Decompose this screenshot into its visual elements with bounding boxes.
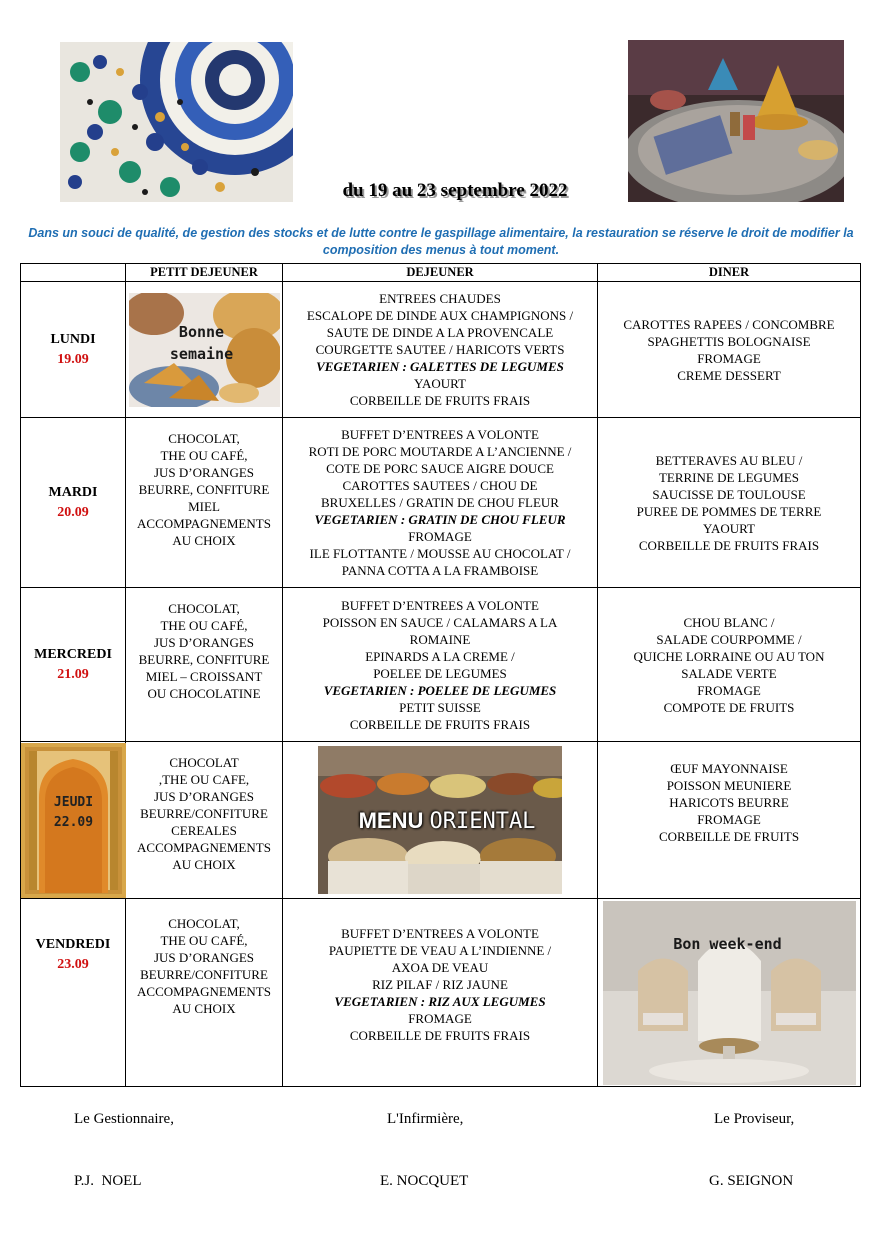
breakfast-cell-mardi [126,418,283,588]
breakfast-cell-jeudi [126,742,283,899]
day-cell-mardi [21,418,126,588]
day-date: 23.09 [57,957,89,972]
breakfast-item: THE OU CAFÉ, [160,448,248,463]
day-date: 19.09 [57,351,89,367]
dinner-item: COMPOTE DE FRUITS [663,699,795,715]
dinner-item: BETTERAVES AU BLEU / [655,452,803,468]
dinner-item: TERRINE DE LEGUMES [658,469,800,485]
day-name: LUNDI [50,331,96,347]
day-name: JEUDI [53,794,94,810]
dinner-cell-mardi [598,418,861,588]
breakfast-item: JUS D’ORANGES [153,789,255,804]
lunch-item: ENTREES CHAUDES [379,291,501,306]
quality-notice: Dans un souci de qualité, de gestion des stocks et de lutte contre le gaspillage alimentaire, la restauration se réserve le droit de modifier la composition des menus à tout moment. [28,226,854,257]
breakfast-item: ACCOMPAGNEMENTS [137,984,271,999]
vegetarian-option: VEGETARIEN : GALETTES DE LEGUMES [316,359,564,374]
lunch-item: COURGETTE SAUTEE / HARICOTS VERTS [315,342,565,357]
vegetarian-option: VEGETARIEN : RIZ AUX LEGUMES [334,994,546,1009]
dinner-item: SALADE COURPOMME / [656,631,802,647]
dinner-item: CORBEILLE DE FRUITS [658,829,800,844]
breakfast-item: MIEL – CROISSANT [145,669,263,684]
breakfast-cell-mercredi [126,588,283,742]
breakfast-item: AU CHOIX [172,1001,236,1016]
moroccan-hall-photo [603,901,856,1085]
day-cell-mercredi [21,588,126,742]
menu-period-title: du 19 au 23 septembre 2022 [342,180,568,201]
day-name: MERCREDI [34,646,112,662]
breakfast-item: BEURRE, CONFITURE [138,482,270,497]
lunch-item: FROMAGE [408,1011,472,1026]
row-mardi [21,418,861,588]
vegetarian-option: VEGETARIEN : POELEE DE LEGUMES [323,682,557,698]
table-header-row [21,264,861,282]
lunch-item: BUFFET D’ENTREES A VOLONTE [341,427,539,442]
day-cell-vendredi [21,899,126,1087]
lunch-item: SAUTE DE DINDE A LA PROVENCALE [326,325,554,340]
spice-market-photo [318,746,562,894]
day-cell-lundi [21,282,126,418]
lunch-cell-lundi [283,282,598,418]
dinner-item: SPAGHETTIS BOLOGNAISE [647,333,811,349]
dinner-item: YAOURT [703,520,755,536]
lunch-item: BUFFET D’ENTREES A VOLONTE [341,926,539,941]
day-date: 21.09 [57,666,89,682]
lunch-item: POELEE DE LEGUMES [373,665,507,681]
breakfast-cell-vendredi [126,899,283,1087]
dinner-item: CHOU BLANC / [683,614,775,630]
bonne-semaine-label: Bonne semaine [169,322,234,363]
bon-week-end-label: Bon week-end [673,934,782,953]
dinner-item: ŒUF MAYONNAISE [670,761,788,776]
breakfast-item: ACCOMPAGNEMENTS [137,840,271,855]
header-petit-dejeuner: PETIT DEJEUNER [126,264,283,282]
breakfast-item: ,THE OU CAFE, [158,772,250,787]
lunch-cell-mardi [283,418,598,588]
dinner-item: SALADE VERTE [681,665,777,681]
moroccan-arch-frame [21,743,126,898]
signature-name-infirmiere: E. NOCQUET [380,1173,469,1189]
lunch-item: ROMAINE [409,631,471,647]
breakfast-cell-lundi [126,282,283,418]
header-day [21,264,126,282]
pastries-photo [129,293,280,407]
lunch-item: ROTI DE PORC MOUTARDE A L’ANCIENNE / [308,444,572,459]
mosaic-tile-photo [60,42,293,202]
lunch-item: CORBEILLE DE FRUITS FRAIS [349,1028,531,1043]
lunch-item: COTE DE PORC SAUCE AIGRE DOUCE [326,461,554,476]
breakfast-item: JUS D’ORANGES [153,635,255,650]
breakfast-item: BEURRE/CONFITURE [140,806,268,821]
lunch-item: RIZ PILAF / RIZ JAUNE [372,977,508,992]
lunch-item: FROMAGE [408,529,472,544]
lunch-item: CORBEILLE DE FRUITS FRAIS [349,716,531,732]
breakfast-item: CHOCOLAT, [168,431,240,446]
dinner-item: QUICHE LORRAINE OU AU TON [633,648,825,664]
signature-role-infirmiere: L'Infirmière, [387,1111,464,1127]
breakfast-item: CHOCOLAT, [168,601,240,616]
lunch-item: CAROTTES SAUTEES / CHOU DE [342,478,538,493]
breakfast-item: CHOCOLAT, [168,916,240,931]
oriental-word: ORIENTAL [429,809,536,834]
row-mercredi [21,588,861,742]
breakfast-item: CHOCOLAT [169,755,239,770]
dinner-item: CREME DESSERT [677,367,781,383]
day-date: 20.09 [57,504,89,520]
lunch-cell-mercredi [283,588,598,742]
lunch-item: PANNA COTTA A LA FRAMBOISE [341,563,539,578]
dinner-item: SAUCISSE DE TOULOUSE [652,486,806,502]
dinner-cell-mercredi [598,588,861,742]
moroccan-tea-table-photo [628,40,844,202]
lunch-item: YAOURT [414,376,466,391]
dinner-item: FROMAGE [697,812,761,827]
signature-role-proviseur: Le Proviseur, [714,1111,795,1127]
row-lundi [21,282,861,418]
signature-name-proviseur: G. SEIGNON [709,1173,794,1189]
breakfast-item: ACCOMPAGNEMENTS [137,516,271,531]
dinner-item: HARICOTS BEURRE [669,795,789,810]
breakfast-item: AU CHOIX [172,857,236,872]
dinner-item: FROMAGE [697,350,761,366]
menu-oriental-banner [332,808,562,835]
breakfast-item: CEREALES [171,823,237,838]
header-dejeuner: DEJEUNER [283,264,598,282]
dinner-item: PUREE DE POMMES DE TERRE [636,503,822,519]
breakfast-item: JUS D’ORANGES [153,465,255,480]
day-name: MARDI [48,484,98,500]
dinner-cell-lundi [598,282,861,418]
breakfast-item: OU CHOCOLATINE [147,686,261,701]
day-name: VENDREDI [35,937,111,952]
breakfast-item: THE OU CAFÉ, [160,933,248,948]
vegetarian-option: VEGETARIEN : GRATIN DE CHOU FLEUR [314,512,566,527]
row-jeudi [21,742,861,899]
lunch-item: POISSON EN SAUCE / CALAMARS A LA [322,614,558,630]
lunch-item: ILE FLOTTANTE / MOUSSE AU CHOCOLAT / [309,546,571,561]
lunch-item: EPINARDS A LA CREME / [365,648,515,664]
lunch-item: BUFFET D’ENTREES A VOLONTE [341,597,539,613]
breakfast-item: JUS D’ORANGES [153,950,255,965]
lunch-item: BRUXELLES / GRATIN DE CHOU FLEUR [321,495,559,510]
dinner-cell-vendredi [598,899,861,1087]
dinner-item: CORBEILLE DE FRUITS FRAIS [638,537,820,553]
dinner-item: FROMAGE [697,682,761,698]
lunch-item: AXOA DE VEAU [391,960,489,975]
breakfast-item: AU CHOIX [172,533,236,548]
lunch-item: PAUPIETTE DE VEAU A L’INDIENNE / [328,943,552,958]
dinner-item: CAROTTES RAPEES / CONCOMBRE [623,316,835,332]
signature-name-gestionnaire: P.J. NOEL [74,1173,142,1189]
lunch-cell-jeudi [283,742,598,899]
signature-role-gestionnaire: Le Gestionnaire, [74,1111,174,1127]
day-date: 22.09 [53,814,94,830]
lunch-item: PETIT SUISSE [399,699,481,715]
breakfast-item: MIEL [188,499,220,514]
dinner-item: POISSON MEUNIERE [666,778,792,793]
day-cell-jeudi [21,742,126,899]
row-vendredi [21,899,861,1087]
lunch-item: ESCALOPE DE DINDE AUX CHAMPIGNONS / [306,308,574,323]
lunch-item: CORBEILLE DE FRUITS FRAIS [349,393,531,408]
weekly-menu-table [20,263,861,1087]
lunch-cell-vendredi [283,899,598,1087]
breakfast-item: BEURRE/CONFITURE [140,967,268,982]
breakfast-item: BEURRE, CONFITURE [138,652,270,667]
dinner-cell-jeudi [598,742,861,899]
menu-word: MENU [358,808,424,833]
header-diner: DINER [598,264,861,282]
breakfast-item: THE OU CAFÉ, [160,618,248,633]
